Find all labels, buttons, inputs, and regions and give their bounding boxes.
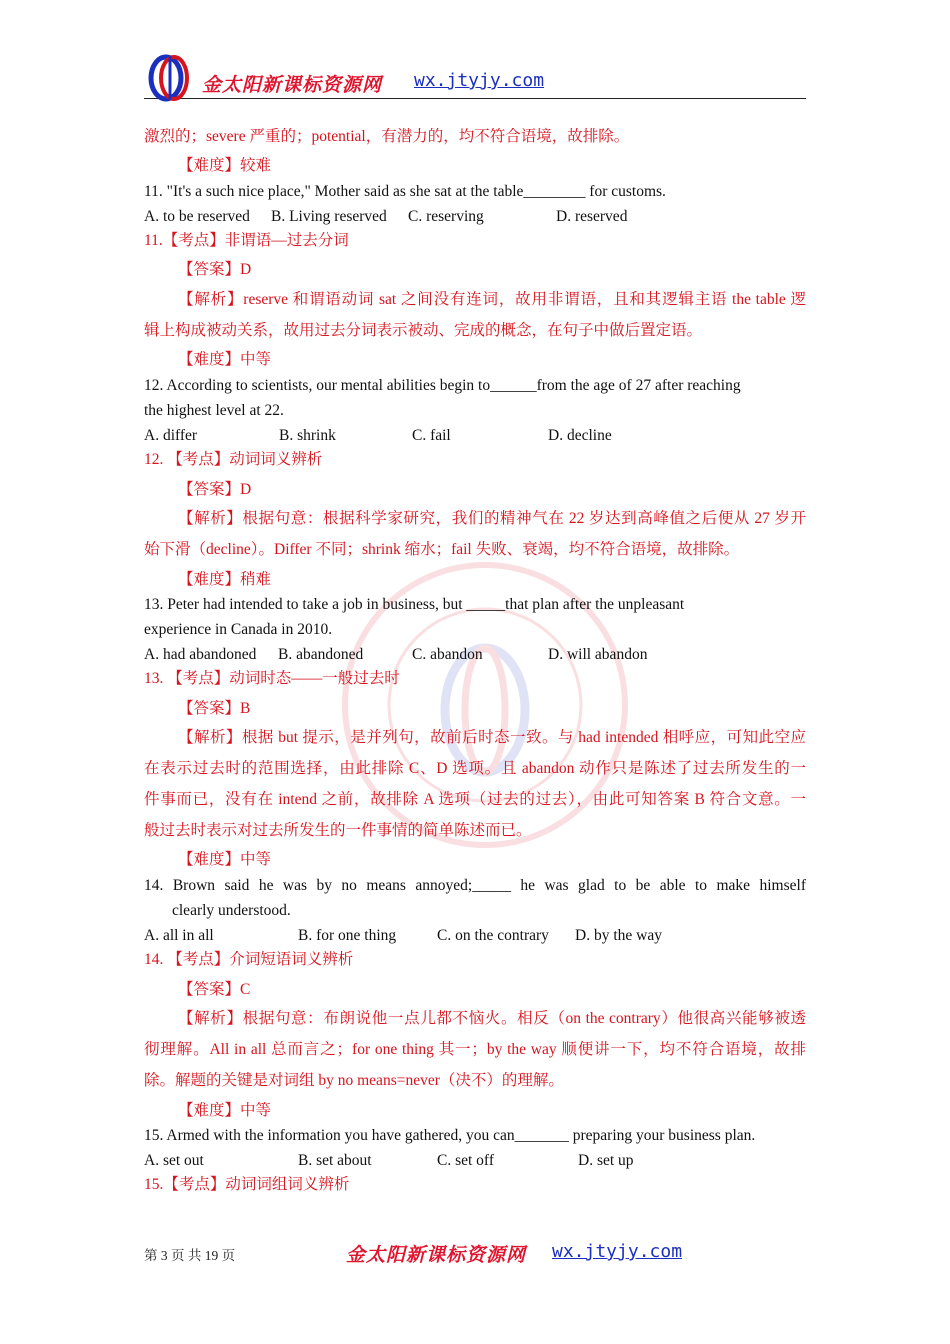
option-a: A. all in all bbox=[144, 927, 214, 944]
page-number: 第 3 页 共 19 页 bbox=[144, 1248, 236, 1263]
page-header bbox=[144, 50, 806, 99]
header-site-link[interactable]: wx.jtyjy.com bbox=[414, 70, 545, 91]
option-b: B. shrink bbox=[279, 427, 336, 444]
option-d: D. reserved bbox=[556, 208, 628, 225]
difficulty-11: 【难度】中等 bbox=[178, 351, 272, 368]
answer-12: 【答案】D bbox=[178, 481, 252, 498]
option-c: C. fail bbox=[412, 427, 451, 444]
option-d: D. will abandon bbox=[548, 646, 648, 663]
option-c: C. on the contrary bbox=[437, 927, 549, 944]
question-14-line-1: 14. Brown said he was by no means annoyed;_____ he was glad to be able to make himself bbox=[144, 877, 806, 894]
question-13-line-1: 13. Peter had intended to take a job in business, but _____that plan after the unpleasant bbox=[144, 596, 685, 613]
explanation-13-line-2: 在表示过去时的范围选择，由此排除 C、D 选项。且 abandon 动作只是陈述了过去所发生的一 bbox=[144, 760, 806, 777]
explanation-14-line-2: 彻理解。All in all 总而言之；for one thing 其一；by the way 顺便讲一下，均不符合语境，故排 bbox=[144, 1041, 806, 1058]
difficulty-13: 【难度】中等 bbox=[178, 851, 272, 868]
keypoint-11: 11.【考点】非谓语—过去分词 bbox=[144, 232, 349, 249]
option-a: A. to be reserved bbox=[144, 208, 250, 225]
answer-13: 【答案】B bbox=[178, 700, 251, 717]
option-c: C. abandon bbox=[412, 646, 483, 663]
option-d: D. decline bbox=[548, 427, 612, 444]
explanation-14-line-3: 除。解题的关键是对词组 by no means=never（决不）的理解。 bbox=[144, 1072, 564, 1089]
option-a: A. differ bbox=[144, 427, 198, 444]
option-b: B. abandoned bbox=[278, 646, 364, 663]
option-d: D. set up bbox=[578, 1152, 634, 1169]
option-b: B. Living reserved bbox=[271, 208, 387, 225]
keypoint-12: 12. 【考点】动词词义辨析 bbox=[144, 451, 323, 468]
explanation-13-line-4: 般过去时表示对过去所发生的一件事情的简单陈述而已。 bbox=[144, 822, 532, 839]
question-12-line-1: 12. According to scientists, our mental abilities begin to______from the age of 27 after reaching bbox=[144, 377, 741, 394]
explanation-12-line-1: 【解析】根据句意：根据科学家研究，我们的精神气在 22 岁达到高峰值之后便从 27 岁开 bbox=[178, 510, 806, 527]
explanation-14-line-1: 【解析】根据句意：布朗说他一点儿都不恼火。相反（on the contrary）他很高兴能够被透 bbox=[178, 1010, 806, 1027]
difficulty-12: 【难度】稍难 bbox=[178, 571, 272, 588]
footer-site-link[interactable]: wx.jtyjy.com bbox=[552, 1241, 683, 1262]
difficulty-line: 【难度】较难 bbox=[178, 157, 272, 174]
jtyjy-logo-icon bbox=[144, 54, 196, 104]
option-a: A. had abandoned bbox=[144, 646, 257, 663]
answer-11: 【答案】D bbox=[178, 261, 252, 278]
option-d: D. by the way bbox=[575, 927, 662, 944]
option-b: B. for one thing bbox=[298, 927, 397, 944]
option-c: C. reserving bbox=[408, 208, 484, 225]
footer-brand: 金太阳新课标资源网 bbox=[346, 1244, 527, 1266]
header-brand: 金太阳新课标资源网 bbox=[202, 74, 383, 96]
keypoint-14: 14. 【考点】介词短语词义辨析 bbox=[144, 951, 354, 968]
explanation-12-line-2: 始下滑（decline）。Differ 不同；shrink 缩水；fail 失败、衰竭，均不符合语境，故排除。 bbox=[144, 541, 740, 558]
difficulty-14: 【难度】中等 bbox=[178, 1102, 272, 1119]
question-13-line-2: experience in Canada in 2010. bbox=[144, 621, 333, 638]
option-a: A. set out bbox=[144, 1152, 204, 1169]
explanation-13-line-1: 【解析】根据 but 提示，是并列句，故前后时态一致。与 had intended 相呼应，可知此空应 bbox=[178, 729, 806, 746]
explanation-11-line-2: 辑上构成被动关系，故用过去分词表示被动、完成的概念，在句子中做后置定语。 bbox=[144, 322, 703, 339]
question-14-line-2: clearly understood. bbox=[172, 902, 291, 919]
text-line: 激烈的；severe 严重的；potential，有潜力的，均不符合语境，故排除。 bbox=[144, 128, 630, 145]
explanation-13-line-3: 件事而已，没有在 intend 之前，故排除 A 选项（过去的过去），由此可知答案 B 符合文意。一 bbox=[144, 791, 806, 808]
keypoint-13: 13. 【考点】动词时态——一般过去时 bbox=[144, 670, 400, 687]
question-11: 11. "It's a such nice place," Mother said as she sat at the table________ for customs. bbox=[144, 183, 666, 200]
option-b: B. set about bbox=[298, 1152, 372, 1169]
option-c: C. set off bbox=[437, 1152, 494, 1169]
answer-14: 【答案】C bbox=[178, 981, 251, 998]
explanation-11-line-1: 【解析】reserve 和谓语动词 sat 之间没有连词，故用非谓语，且和其逻辑主语 the table 逻 bbox=[178, 291, 806, 308]
question-12-line-2: the highest level at 22. bbox=[144, 402, 284, 419]
keypoint-15: 15.【考点】动词词组词义辨析 bbox=[144, 1176, 350, 1193]
question-15: 15. Armed with the information you have gathered, you can_______ preparing your business plan. bbox=[144, 1127, 756, 1144]
